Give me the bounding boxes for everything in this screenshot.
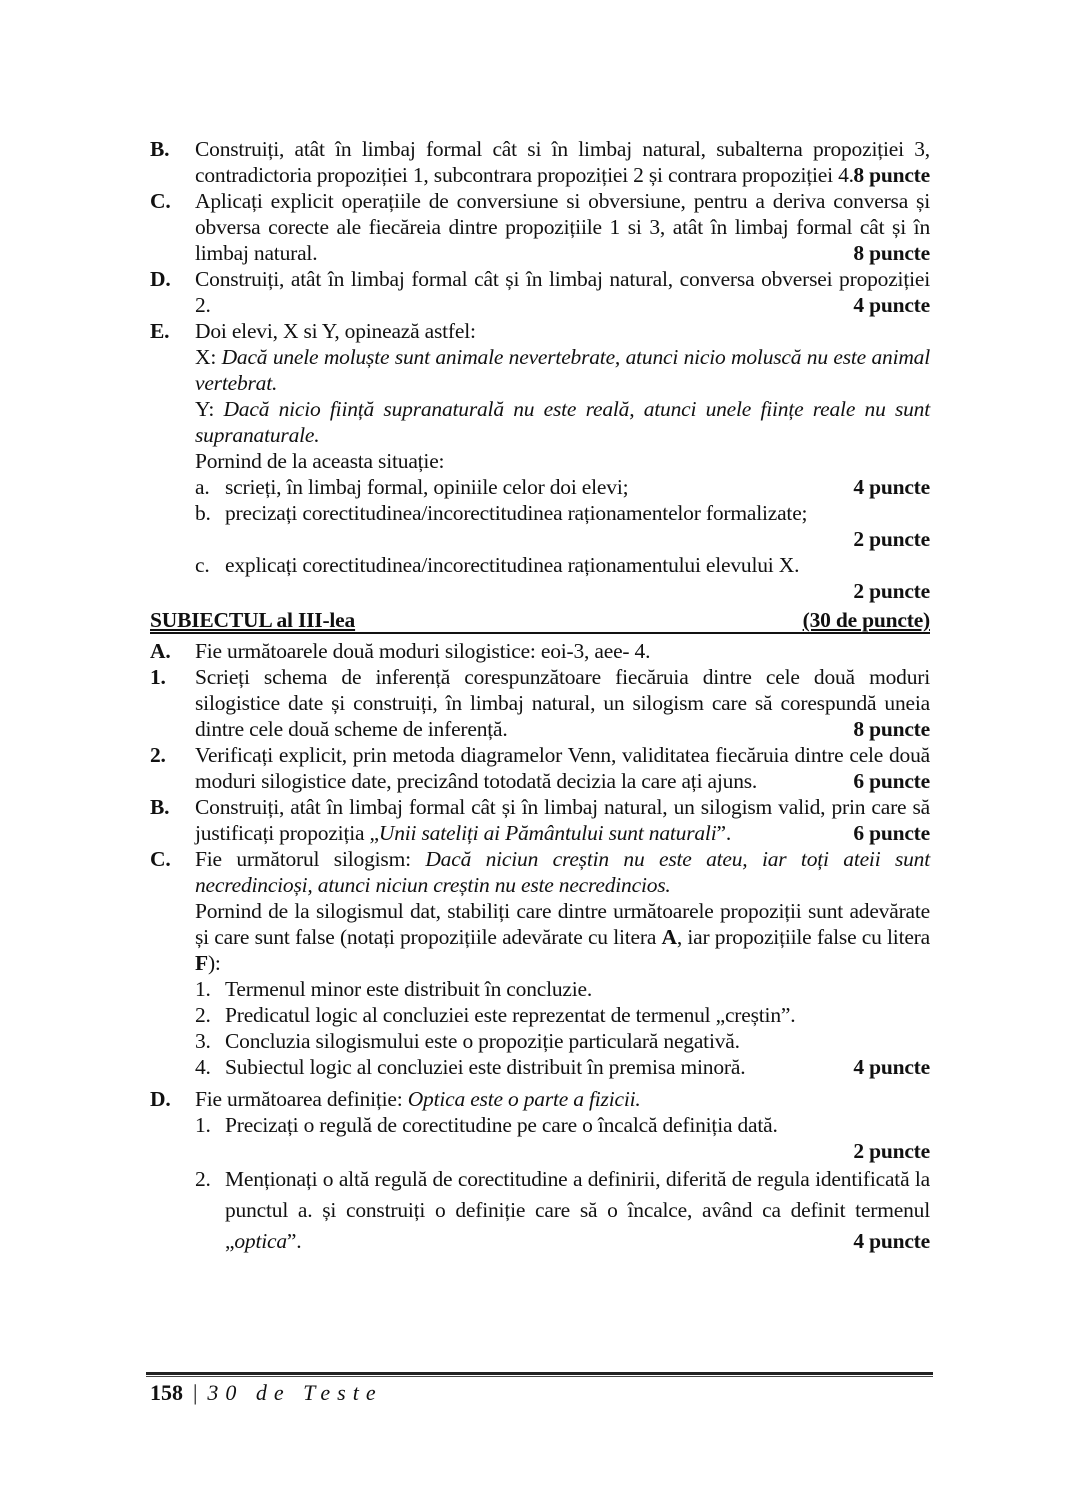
item-e xyxy=(150,318,930,604)
sub-label: b. xyxy=(195,501,211,525)
text-part: ): xyxy=(207,951,221,975)
item-label: A. xyxy=(150,639,171,663)
text-part: Menționați o altă regulă de corectitudine a definirii, diferită de regula identificată la punctul a. și construiți o definiție care să o încalce, având ca definit termenul „ xyxy=(225,1167,930,1253)
item-3b xyxy=(150,794,930,846)
item-label: C. xyxy=(150,847,171,871)
points: 4 puncte xyxy=(853,293,930,317)
text-part: Construiți, atât în limbaj formal cât și în limbaj natural, un silogism valid, prin care să justificați propoziția „ xyxy=(195,795,930,845)
sub-label: a. xyxy=(195,475,210,499)
item-intro: Doi elevi, X si Y, opinează astfel: xyxy=(195,319,476,343)
sub-item-1 xyxy=(195,1112,930,1164)
statement xyxy=(195,976,930,1002)
sub-label: 1. xyxy=(195,977,211,1001)
document-page xyxy=(150,136,930,1257)
item-label: 2. xyxy=(150,743,166,767)
item-text xyxy=(195,846,930,898)
sub-item-2 xyxy=(195,1164,930,1257)
item-text: Aplicați explicit operațiile de conversiune si obversiune, pentru a deriva conversa și obversa corecte ale fiecăreia dintre propozițiile 1 si 3, atât în limbaj formal cât și în limbaj natural. xyxy=(195,189,930,265)
sub-label: 2. xyxy=(195,1003,211,1027)
points: 2 puncte xyxy=(853,579,930,603)
item-label: E. xyxy=(150,319,170,343)
statement xyxy=(195,1054,930,1080)
opinion-y xyxy=(195,396,930,448)
item-label: B. xyxy=(150,137,170,161)
item-text: Fie următoarele două moduri silogistice: eoi-3, aee- 4. xyxy=(195,639,651,663)
item-label: D. xyxy=(150,267,171,291)
item-text xyxy=(195,1086,930,1112)
sub-item-a xyxy=(195,474,930,500)
page-number: 158 xyxy=(150,1380,183,1405)
item-3a-1 xyxy=(150,664,930,742)
sub-text: precizați corectitudinea/incorectitudinea raționamentelor formalizate; xyxy=(225,501,808,525)
sub-text: explicați corectitudinea/incorectitudinea raționamentului elevului X. xyxy=(225,553,800,577)
item-c xyxy=(150,188,930,266)
opinion-text: Dacă unele moluște sunt animale nevertebrate, atunci nicio moluscă nu este animal vertebrat. xyxy=(195,345,930,395)
text-part: , iar propozițiile false cu litera xyxy=(676,925,930,949)
letter-a: A xyxy=(661,925,677,949)
sub-label: 1. xyxy=(195,1113,211,1137)
opinion-prefix: Y: xyxy=(195,397,224,421)
item-label: 1. xyxy=(150,665,166,689)
points: 4 puncte xyxy=(853,475,930,499)
sub-text: Precizați o regulă de corectitudine pe care o încalcă definiția dată. xyxy=(225,1113,778,1137)
text-part: Fie următoarea definiție: xyxy=(195,1087,408,1111)
item-3c xyxy=(150,846,930,1080)
footer-separator: | xyxy=(193,1380,198,1405)
book-title: 30 de Teste xyxy=(207,1380,383,1405)
opinion-prefix: X: xyxy=(195,345,222,369)
sub-label: 3. xyxy=(195,1029,211,1053)
page-footer xyxy=(150,1380,383,1406)
points: 2 puncte xyxy=(853,1139,930,1163)
points: 4 puncte xyxy=(853,1055,930,1079)
item-d xyxy=(150,266,930,318)
points: 2 puncte xyxy=(853,527,930,551)
defined-term: optica xyxy=(234,1229,287,1253)
item-label: D. xyxy=(150,1087,171,1111)
points: 8 puncte xyxy=(853,241,930,265)
sub-text: Subiectul logic al concluziei este distribuit în premisa minoră. xyxy=(225,1055,746,1079)
sub-item-c xyxy=(195,552,930,604)
item-text: Scrieți schema de inferență corespunzătoare fiecăruia dintre cele două moduri silogistice date și construiți, în limbaj natural, un silogism care să corespundă uneia dintre cele două scheme de inferență. xyxy=(195,665,930,741)
points: 4 puncte xyxy=(853,1229,930,1253)
opinion-x xyxy=(195,344,930,396)
statement xyxy=(195,1028,930,1054)
sub-text: Termenul minor este distribuit în concluzie. xyxy=(225,977,593,1001)
sub-item-b xyxy=(195,500,930,552)
points: 6 puncte xyxy=(853,769,930,793)
quoted-proposition: Unii sateliți ai Pământului sunt naturali xyxy=(378,821,717,845)
section-heading xyxy=(150,608,930,634)
item-3a-2 xyxy=(150,742,930,794)
item-text: Construiți, atât în limbaj formal cât și în limbaj natural, conversa obversei propoziției 2. xyxy=(195,267,930,317)
text-part: ”. xyxy=(716,821,732,845)
footer-divider xyxy=(146,1372,933,1377)
item-3d xyxy=(150,1086,930,1257)
item-label: C. xyxy=(150,189,171,213)
sub-label: 2. xyxy=(195,1167,211,1191)
statement xyxy=(195,1002,930,1028)
instructions xyxy=(195,898,930,976)
syllogism: Dacă niciun creștin nu este ateu, iar toți ateii sunt necredincioși, atunci niciun creștin nu este necredincios. xyxy=(195,847,930,897)
letter-f: F xyxy=(195,951,208,975)
item-lead: Pornind de la aceasta situație: xyxy=(195,449,445,473)
sub-label: 4. xyxy=(195,1055,211,1079)
item-text: Verificați explicit, prin metoda diagramelor Venn, validitatea fiecăruia dintre cele două moduri silogistice date, precizând totodată decizia la care ați ajuns. xyxy=(195,743,930,793)
points: 6 puncte xyxy=(853,821,930,845)
section-title: SUBIECTUL al III-lea xyxy=(150,608,356,632)
item-text: Construiți, atât în limbaj formal cât si în limbaj natural, subalterna propoziției 3, contradictoria propoziției 1, subcontrara propoziției 2 și contrara propoziției 4. xyxy=(195,137,930,187)
sub-text: Concluzia silogismului este o propoziție particulară negativă. xyxy=(225,1029,740,1053)
text-part: ”. xyxy=(286,1229,302,1253)
section-total-points: (30 de puncte) xyxy=(802,608,930,632)
item-b xyxy=(150,136,930,188)
definition: Optica este o parte a fizicii. xyxy=(407,1087,641,1111)
item-3a xyxy=(150,638,930,664)
sub-label: c. xyxy=(195,553,210,577)
opinion-text: Dacă nicio ființă supranaturală nu este reală, atunci unele ființe reale nu sunt supranaturale. xyxy=(195,397,930,447)
item-label: B. xyxy=(150,795,170,819)
sub-text: Predicatul logic al concluziei este reprezentat de termenul „creștin”. xyxy=(225,1003,796,1027)
text-part: Fie următorul silogism: xyxy=(195,847,426,871)
text-part: Pornind de la silogismul dat, stabiliți care dintre următoarele propoziții sunt adevărate și care sunt false (notați propozițiile adevărate cu litera xyxy=(195,899,930,949)
points: 8 puncte xyxy=(853,163,930,187)
points: 8 puncte xyxy=(853,717,930,741)
sub-text: scrieți, în limbaj formal, opiniile celor doi elevi; xyxy=(225,475,629,499)
